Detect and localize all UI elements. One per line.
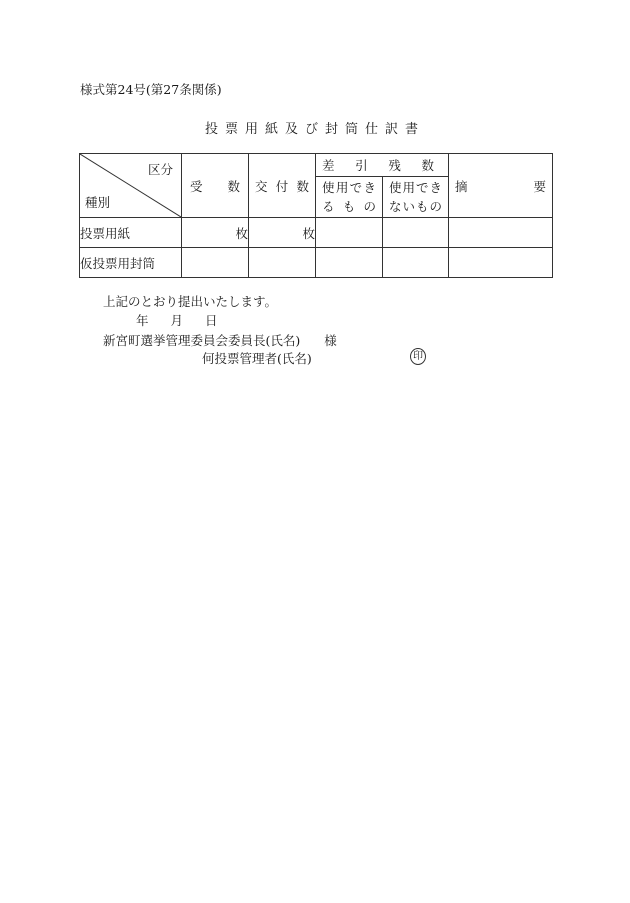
header-remarks: 摘 要 — [449, 154, 553, 218]
addressee-line — [103, 331, 337, 349]
submission-note: 上記のとおり提出いたします。 — [103, 294, 278, 309]
issued-cell[interactable] — [249, 248, 316, 278]
addressee-name: 新宮町選挙管理委員会委員長(氏名) — [103, 333, 301, 348]
breakdown-table — [79, 153, 553, 278]
row-label: 仮投票用封筒 — [80, 248, 182, 278]
unusable-cell[interactable] — [383, 218, 449, 248]
subheader-usable: 使 用 で き る も の — [316, 177, 383, 218]
document-title: 投票用紙及び封筒仕訳書 — [204, 122, 425, 137]
table-row — [80, 218, 553, 248]
unusable-cell[interactable] — [383, 248, 449, 278]
usable-cell[interactable] — [316, 218, 383, 248]
table-row — [80, 248, 553, 278]
date-line — [136, 311, 218, 329]
header-type-label: 種別 — [85, 195, 111, 210]
header-category-label: 区分 — [147, 162, 173, 177]
addressee-honorific: 様 — [324, 333, 337, 348]
date-month: 月 — [170, 313, 184, 328]
seal-mark: 印 — [410, 348, 426, 365]
usable-cell[interactable] — [316, 248, 383, 278]
header-received: 受 数 — [182, 154, 249, 218]
date-day: 日 — [205, 313, 218, 328]
received-cell[interactable] — [182, 248, 249, 278]
issued-cell[interactable]: 枚 — [249, 218, 316, 248]
remarks-cell[interactable] — [449, 248, 553, 278]
date-year: 年 — [136, 313, 149, 328]
sender-line: 何投票管理者(氏名) — [202, 351, 312, 366]
header-diagonal-cell — [80, 154, 182, 218]
row-label: 投票用紙 — [80, 218, 182, 248]
received-cell[interactable]: 枚 — [182, 218, 249, 248]
header-issued: 交 付 数 — [249, 154, 316, 218]
form-number: 様式第24号(第27条関係) — [80, 82, 222, 97]
header-remaining: 差 引 残 数 — [316, 154, 449, 177]
subheader-unusable: 使 用 で き な い も の — [383, 177, 449, 218]
remarks-cell[interactable] — [449, 218, 553, 248]
